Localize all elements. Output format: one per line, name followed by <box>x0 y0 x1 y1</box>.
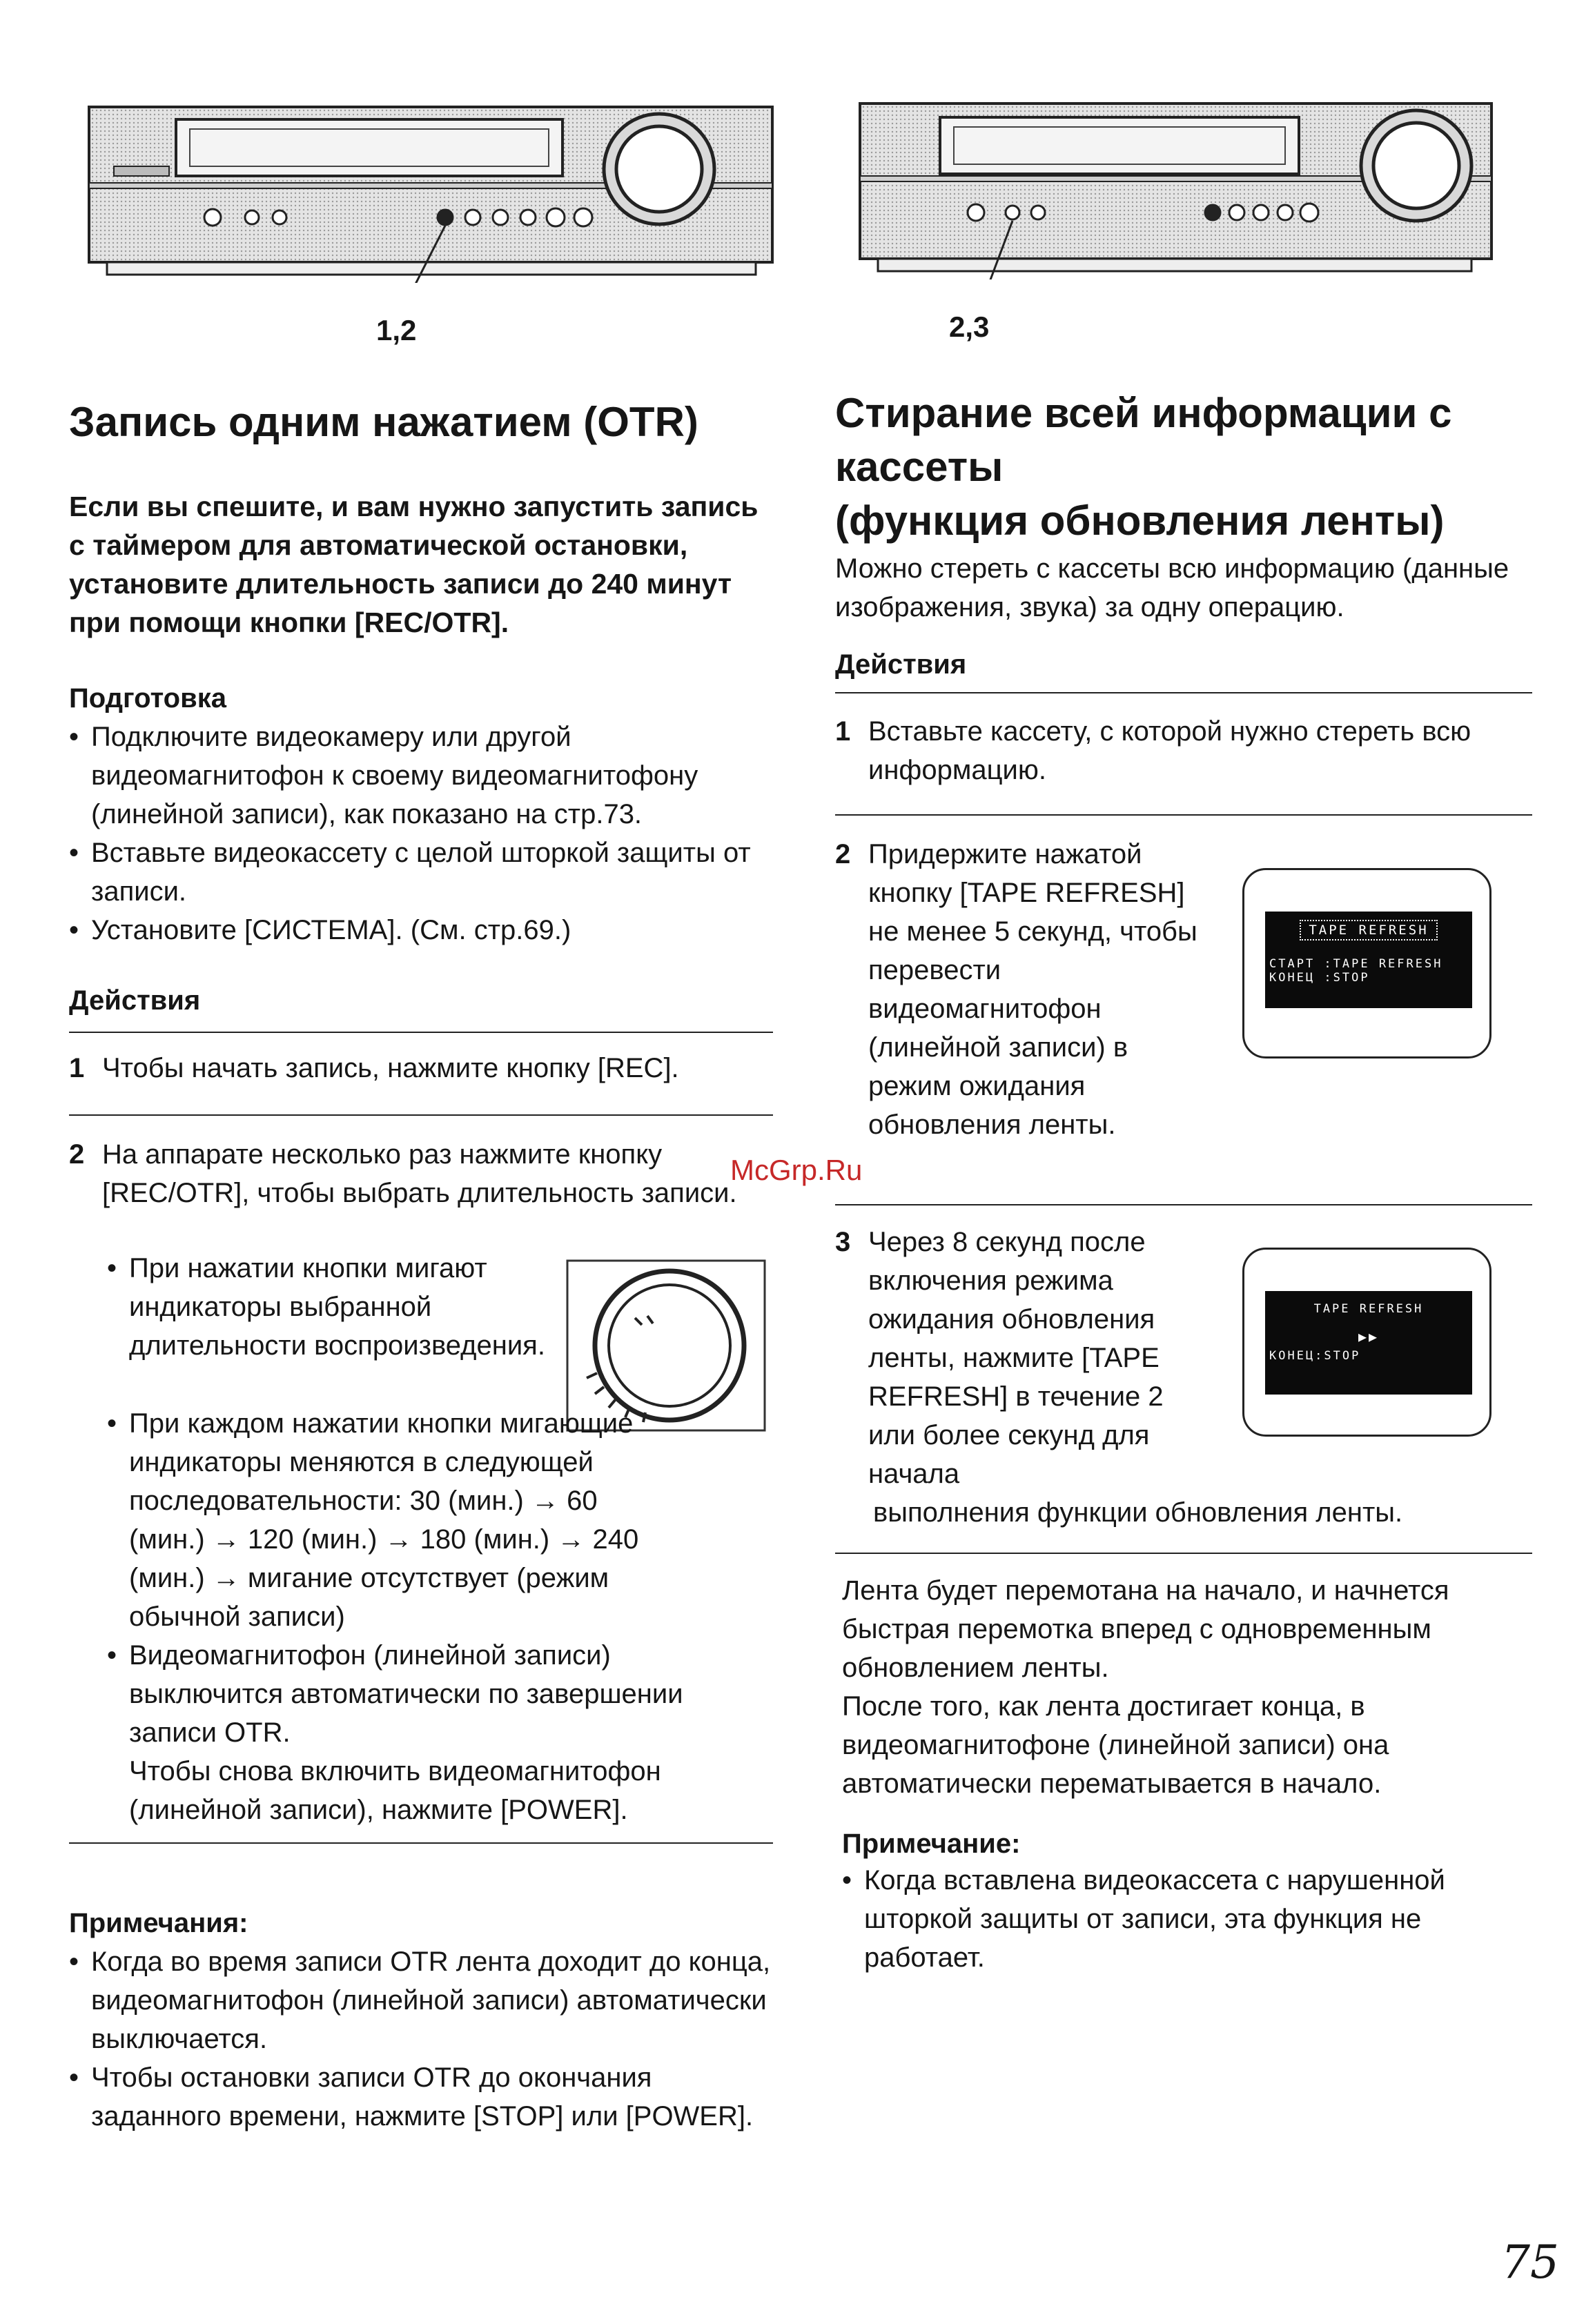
screen-line: КОНЕЦ:STOP <box>1269 1349 1361 1363</box>
refresh-step-3 <box>835 1223 1222 1493</box>
notes-list <box>69 1942 773 2136</box>
actions-heading-left: Действия <box>69 985 201 1016</box>
otr-step2-bullet-list-b <box>107 1404 770 1829</box>
refresh-step-1 <box>835 712 1532 789</box>
screen-display <box>1265 912 1472 1008</box>
divider <box>69 1114 773 1116</box>
divider <box>835 692 1532 693</box>
divider <box>69 1032 773 1033</box>
step-text: Вставьте кассету, с которой нужно стереть всю информацию. <box>868 716 1471 785</box>
screen-title: TAPE REFRESH <box>1300 920 1438 941</box>
refresh-subtitle: Можно стереть с кассеты всю информацию (данные изображения, звука) за одну операцию. <box>835 553 1509 622</box>
bullet-text-extra: Чтобы снова включить видеомагнитофон (линейной записи), нажмите [POWER]. <box>129 1756 661 1825</box>
intro-otr: Если вы спешите, и вам нужно запустить запись с таймером для автоматической остановки, установите длительность записи до 240 минут при помощи кнопки [REC/OTR]. <box>69 491 759 638</box>
figure-callout-right: 2,3 <box>949 311 990 343</box>
otr-step-1 <box>69 1049 773 1087</box>
list-item: • При нажатии кнопки мигают индикаторы выбранной длительности воспроизведения. <box>107 1249 549 1365</box>
tv-screen-standby <box>1242 868 1491 1058</box>
step-text: Придержите нажатой кнопку [TAPE REFRESH] не менее 5 секунд, чтобы перевести видеомагнитофон (линейной записи) в режим ожидания обновления ленты. <box>868 839 1197 1140</box>
ff-icon: ▶▶ <box>1358 1328 1380 1345</box>
refresh-step-2 <box>835 835 1222 1144</box>
step-number: 3 <box>835 1227 851 1257</box>
otr-step2-bullet-list-a <box>107 1249 549 1365</box>
tv-screen-running <box>1242 1248 1491 1437</box>
step-number: 1 <box>835 716 851 747</box>
step-text-continued: выполнения функции обновления ленты. <box>873 1497 1403 1528</box>
prep-heading: Подготовка <box>69 683 226 713</box>
notes-heading: Примечания: <box>69 1908 248 1938</box>
note-list-right <box>842 1861 1532 1977</box>
list-item <box>107 1636 770 1829</box>
screen-line: КОНЕЦ :STOP <box>1269 971 1370 985</box>
divider <box>835 814 1532 816</box>
step-number: 1 <box>69 1053 85 1083</box>
figure-callout-left: 1,2 <box>376 314 417 346</box>
refresh-body-1: Лента будет перемотана на начало, и начнется быстрая перемотка вперед с одновременным обновлением ленты. <box>842 1575 1449 1683</box>
prep-list <box>69 718 773 949</box>
step-text: На аппарате несколько раз нажмите кнопку [REC/OTR], чтобы выбрать длительность записи. <box>102 1139 737 1208</box>
list-item: • Вставьте видеокассету с целой шторкой защиты от записи. <box>69 834 773 911</box>
section-title-refresh-2: кассеты <box>835 444 1004 490</box>
otr-step-2 <box>69 1135 773 1212</box>
page-number: 75 <box>1501 2236 1559 2289</box>
actions-heading-right: Действия <box>835 649 967 680</box>
section-title-refresh-1: Стирание всей информации с <box>835 390 1452 436</box>
step-number: 2 <box>69 1139 85 1170</box>
list-item: • Когда вставлена видеокассета с нарушенной шторкой защиты от записи, эта функция не работает. <box>842 1861 1532 1977</box>
list-item: • Подключите видеокамеру или другой видеомагнитофон к своему видеомагнитофону (линейной записи), как показано на стр.73. <box>69 718 773 834</box>
divider <box>835 1204 1532 1205</box>
step-text: Чтобы начать запись, нажмите кнопку [REC]. <box>102 1053 679 1083</box>
section-title-refresh-3: (функция обновления ленты) <box>835 498 1445 544</box>
step-number: 2 <box>835 839 851 869</box>
refresh-body-2: После того, как лента достигает конца, в видеомагнитофоне (линейной записи) она автоматически перематывается в начало. <box>842 1691 1389 1799</box>
watermark: McGrp.Ru <box>730 1154 863 1186</box>
step-text: Через 8 секунд после включения режима ожидания обновления ленты, нажмите [TAPE REFRESH] в течение 2 или более секунд для начала <box>868 1227 1164 1489</box>
list-item: • Чтобы остановки записи OTR до окончания заданного времени, нажмите [STOP] или [POWER]. <box>69 2058 773 2136</box>
vcr-front-panel-left <box>86 100 776 283</box>
bullet-text: Видеомагнитофон (линейной записи) выключится автоматически по завершении записи OTR. <box>129 1640 683 1748</box>
list-item <box>107 1404 770 1636</box>
list-item: • Установите [СИСТЕМА]. (См. стр.69.) <box>69 911 773 949</box>
vcr-front-panel-right <box>857 97 1499 279</box>
divider <box>69 1842 773 1844</box>
divider <box>835 1553 1532 1554</box>
note-heading-right: Примечание: <box>842 1829 1021 1859</box>
section-title-otr: Запись одним нажатием (OTR) <box>69 399 698 445</box>
screen-line: СТАРТ :TAPE REFRESH <box>1269 957 1443 971</box>
screen-display <box>1265 1291 1472 1395</box>
screen-title: TAPE REFRESH <box>1313 1302 1424 1316</box>
list-item: • Когда во время записи OTR лента доходит до конца, видеомагнитофон (линейной записи) автоматически выключается. <box>69 1942 773 2058</box>
bullet-text: • При каждом нажатии кнопки мигающие индикаторы меняются в следующей последовательности: 30 (мин.) → 60 (мин.) → 120 (мин.) → 180 (мин.) → 240 (мин.) → мигание отсутствует (режим обычной записи) <box>129 1408 639 1632</box>
